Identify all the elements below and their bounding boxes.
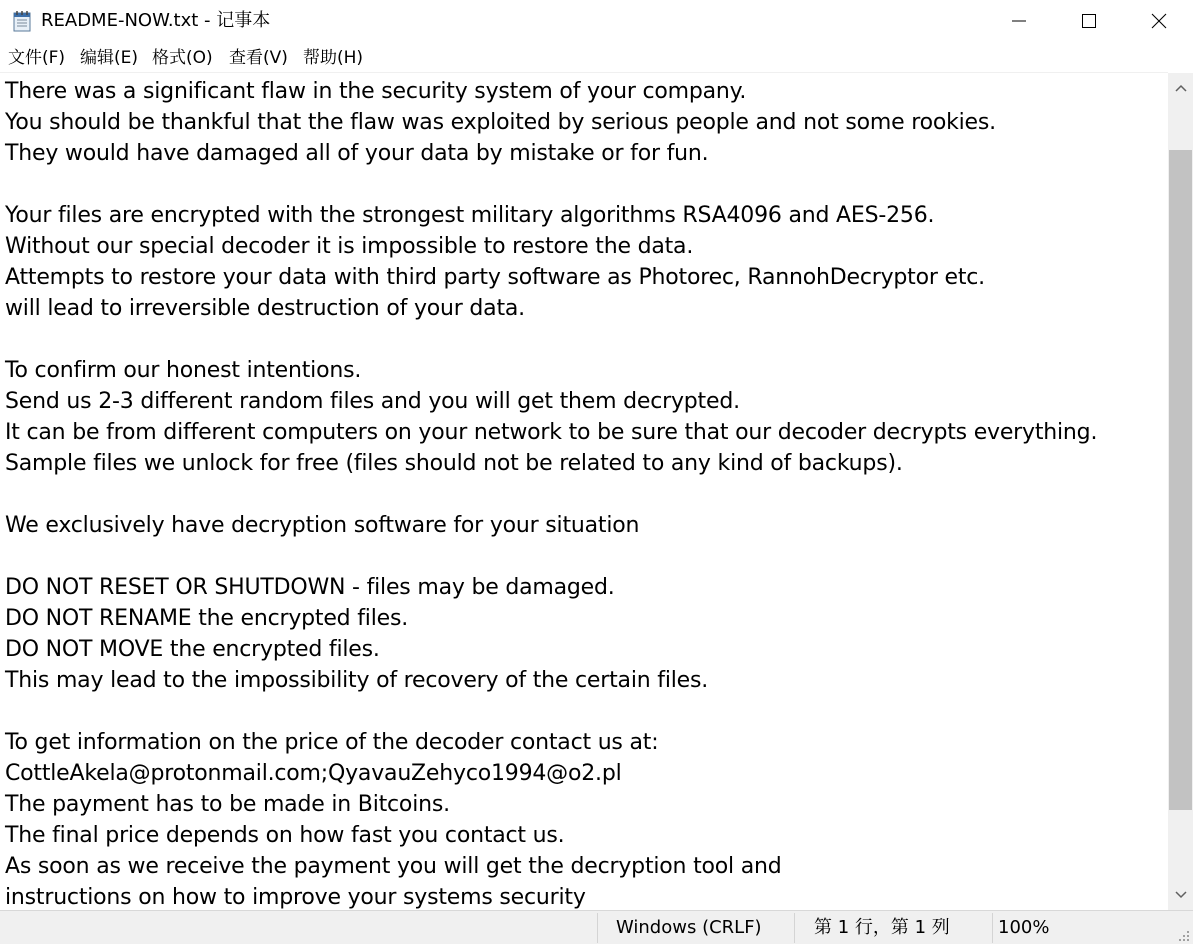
menu-help[interactable]: 帮助(H)	[303, 48, 364, 68]
close-button[interactable]	[1124, 0, 1193, 42]
vertical-scrollbar[interactable]	[1168, 73, 1193, 910]
minimize-icon	[1011, 13, 1027, 29]
notepad-icon	[12, 10, 32, 32]
text-editor[interactable]	[0, 72, 1168, 911]
maximize-button[interactable]	[1054, 0, 1124, 42]
resize-grip-icon[interactable]	[1177, 928, 1191, 942]
menu-edit[interactable]: 编辑(E)	[80, 48, 139, 68]
menu-file[interactable]: 文件(F)	[8, 48, 66, 68]
status-bar	[0, 910, 1193, 944]
minimize-button[interactable]	[984, 0, 1054, 42]
document-text[interactable]: There was a significant flaw in the security system of your company. You should be thankful that the flaw was exploited by serious people and not some rookies. They would have damaged all of your data by mistake or for fun. Your files are encrypted with the strongest military algorithms RSA4096 and AES-256. Without our special decoder it is impossible to restore the data. Attempts to restore your data with third party software as Photorec, RannohDecryptor etc. will lead to irreversible destruction of your data. To confirm our honest intentions. Send us 2-3 different random files and you will get them decrypted. It can be from different computers on your network to be sure that our decoder decrypts everything. Sample files we unlock for free (files should not be related to any kind of backups). We exclusively have decryption software for your situation DO NOT RESET OR SHUTDOWN - files may be damaged. DO NOT RENAME the encrypted files. DO NOT MOVE the encrypted files. This may lead to the impossibility of recovery of the certain files. To get information on the price of the decoder contact us at: CottleAkela@protonmail.com;QyavauZehyco1994@o2.pl The payment has to be made in Bitcoins. The final price depends on how fast you contact us. As soon as we receive the payment you will get the decryption tool and instructions on how to improve your systems security	[5, 79, 1098, 910]
status-cursor-position: 第 1 行，第 1 列	[814, 917, 950, 938]
status-divider	[992, 913, 993, 943]
menu-view[interactable]: 查看(V)	[229, 48, 288, 68]
close-icon	[1151, 13, 1167, 29]
status-divider	[597, 913, 598, 943]
window-title: README-NOW.txt - 记事本	[41, 10, 271, 31]
scroll-up-button[interactable]	[1168, 73, 1193, 103]
maximize-icon	[1081, 13, 1097, 29]
status-zoom: 100%	[998, 917, 1050, 938]
chevron-down-icon	[1175, 891, 1187, 899]
menu-bar	[0, 42, 1193, 72]
chevron-up-icon	[1175, 84, 1187, 92]
scroll-down-button[interactable]	[1168, 880, 1193, 910]
title-bar[interactable]	[0, 0, 1193, 42]
status-line-ending: Windows (CRLF)	[616, 917, 762, 938]
scroll-thumb[interactable]	[1169, 150, 1192, 810]
menu-format[interactable]: 格式(O)	[152, 48, 213, 68]
status-divider	[794, 913, 795, 943]
